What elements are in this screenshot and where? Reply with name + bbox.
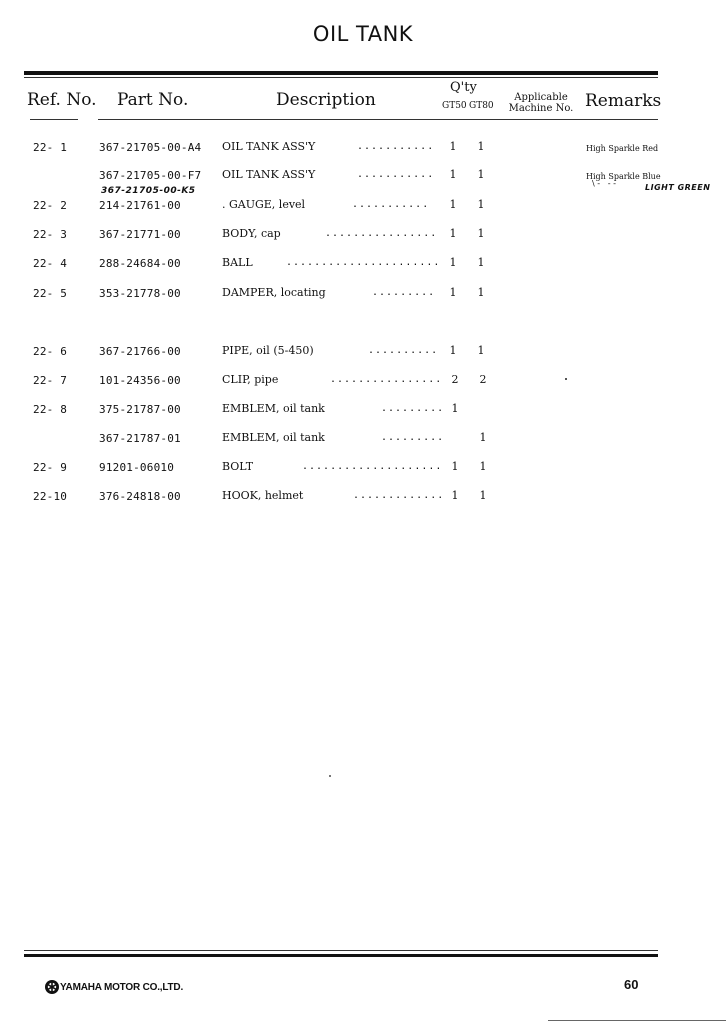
row-ref: 22- 3 <box>33 228 68 241</box>
row-qty-gt80: 2 <box>479 373 487 386</box>
row-ref: 22- 7 <box>33 374 68 387</box>
row-leader-dots: ........... <box>357 141 435 152</box>
row-qty-gt50: 1 <box>451 402 459 415</box>
header-qty-gt80: GT80 <box>469 101 494 111</box>
row-part-no: 214-21761-00 <box>99 199 181 212</box>
row-qty-gt80: 1 <box>479 489 487 502</box>
row-leader-dots: ......... <box>372 287 436 298</box>
row-qty-gt50: 1 <box>449 140 457 153</box>
row-ref: 22- 1 <box>33 141 68 154</box>
row-description: OIL TANK ASS'Y <box>222 140 316 153</box>
row-part-no: 101-24356-00 <box>99 374 181 387</box>
row-qty-gt80: 1 <box>477 140 485 153</box>
header-qty-gt50: GT50 <box>442 101 467 111</box>
row-qty-gt50: 1 <box>449 256 457 269</box>
row-part-no: 375-21787-00 <box>99 403 181 416</box>
row-leader-dots: ................ <box>330 374 443 385</box>
row-qty-gt50: 1 <box>449 168 457 181</box>
header-applicable-line2: Machine No. <box>508 103 574 114</box>
row-description: OIL TANK ASS'Y <box>222 168 316 181</box>
row-leader-dots: ................ <box>325 228 438 239</box>
row-ref: 22- 8 <box>33 403 68 416</box>
row-qty-gt50: 2 <box>451 373 459 386</box>
header-underline-ref <box>30 119 78 120</box>
row-leader-dots: .................... <box>302 461 443 472</box>
row-qty-gt50: 1 <box>449 286 457 299</box>
handwritten-remark-note: LIGHT GREEN <box>645 183 711 192</box>
row-description: EMBLEM, oil tank <box>222 431 325 444</box>
row-leader-dots: ........... <box>357 169 435 180</box>
footer-thick-rule <box>24 954 658 957</box>
header-remarks: Remarks <box>585 91 662 111</box>
page-title: OIL TANK <box>312 22 414 46</box>
header-top-rule <box>24 71 658 75</box>
row-ref: 22- 6 <box>33 345 68 358</box>
scan-speck <box>329 775 331 777</box>
row-qty-gt80: 1 <box>477 344 485 357</box>
row-part-no: 288-24684-00 <box>99 257 181 270</box>
row-description: DAMPER, locating <box>222 286 326 299</box>
row-remark: High Sparkle Red <box>586 144 659 153</box>
row-description: BODY, cap <box>222 227 281 240</box>
row-part-no: 376-24818-00 <box>99 490 181 503</box>
row-leader-dots: ...................... <box>286 257 441 268</box>
header-qty: Q'ty <box>450 80 477 95</box>
yamaha-logo <box>44 979 60 999</box>
row-part-no: 367-21705-00-F7 <box>99 169 202 182</box>
row-part-no: 367-21787-01 <box>99 432 181 445</box>
row-qty-gt80: 1 <box>477 286 485 299</box>
row-qty-gt50: 1 <box>451 489 459 502</box>
row-ref: 22- 2 <box>33 199 68 212</box>
row-leader-dots: ......... <box>381 432 445 443</box>
row-part-no: 353-21778-00 <box>99 287 181 300</box>
row-description: HOOK, helmet <box>222 489 304 502</box>
row-leader-dots: ............. <box>353 490 445 501</box>
row-description: CLIP, pipe <box>222 373 279 386</box>
ditto-marks: \ - - - <box>592 179 617 188</box>
header-description: Description <box>276 90 376 110</box>
row-description: BALL <box>222 256 253 269</box>
row-leader-dots: ........... <box>352 199 430 210</box>
row-description: EMBLEM, oil tank <box>222 402 325 415</box>
row-qty-gt80: 1 <box>477 168 485 181</box>
header-part-no: Part No. <box>117 90 189 110</box>
row-qty-gt80: 1 <box>477 256 485 269</box>
row-part-no: 367-21771-00 <box>99 228 181 241</box>
row-ref: 22- 9 <box>33 461 68 474</box>
row-part-no: 367-21705-00-A4 <box>99 141 202 154</box>
row-qty-gt50: 1 <box>449 198 457 211</box>
row-qty-gt80: 1 <box>479 460 487 473</box>
row-part-no: 367-21766-00 <box>99 345 181 358</box>
row-qty-gt80: 1 <box>477 227 485 240</box>
row-ref: 22-10 <box>33 490 68 503</box>
row-qty-gt80: 1 <box>479 431 487 444</box>
page-number: 60 <box>624 977 639 992</box>
row-description: . GAUGE, level <box>222 198 306 211</box>
header-applicable-line1: Applicable <box>514 92 568 103</box>
header-applicable <box>506 92 576 114</box>
row-qty-gt50: 1 <box>449 344 457 357</box>
row-leader-dots: .......... <box>368 345 439 356</box>
scan-speck <box>565 378 567 380</box>
row-qty-gt80: 1 <box>477 198 485 211</box>
page-edge-line <box>548 1020 726 1021</box>
footer-thin-rule <box>24 950 658 951</box>
header-ref-no: Ref. No. <box>27 90 97 110</box>
row-remark: High Sparkle Blue <box>586 172 661 181</box>
row-qty-gt50: 1 <box>451 460 459 473</box>
row-description: PIPE, oil (5-450) <box>222 344 314 357</box>
row-part-no: 91201-06010 <box>99 461 175 474</box>
footer-brand: YAMAHA MOTOR CO.,LTD. <box>60 982 184 993</box>
row-qty-gt50: 1 <box>449 227 457 240</box>
row-ref: 22- 5 <box>33 287 68 300</box>
row-leader-dots: ......... <box>381 403 445 414</box>
header-top-thin-rule <box>24 77 658 78</box>
tuning-fork-emblem-icon <box>44 979 60 995</box>
row-ref: 22- 4 <box>33 257 68 270</box>
row-description: BOLT <box>222 460 254 473</box>
handwritten-part-note: 367-21705-00-K5 <box>101 186 196 196</box>
header-underline <box>98 119 658 120</box>
